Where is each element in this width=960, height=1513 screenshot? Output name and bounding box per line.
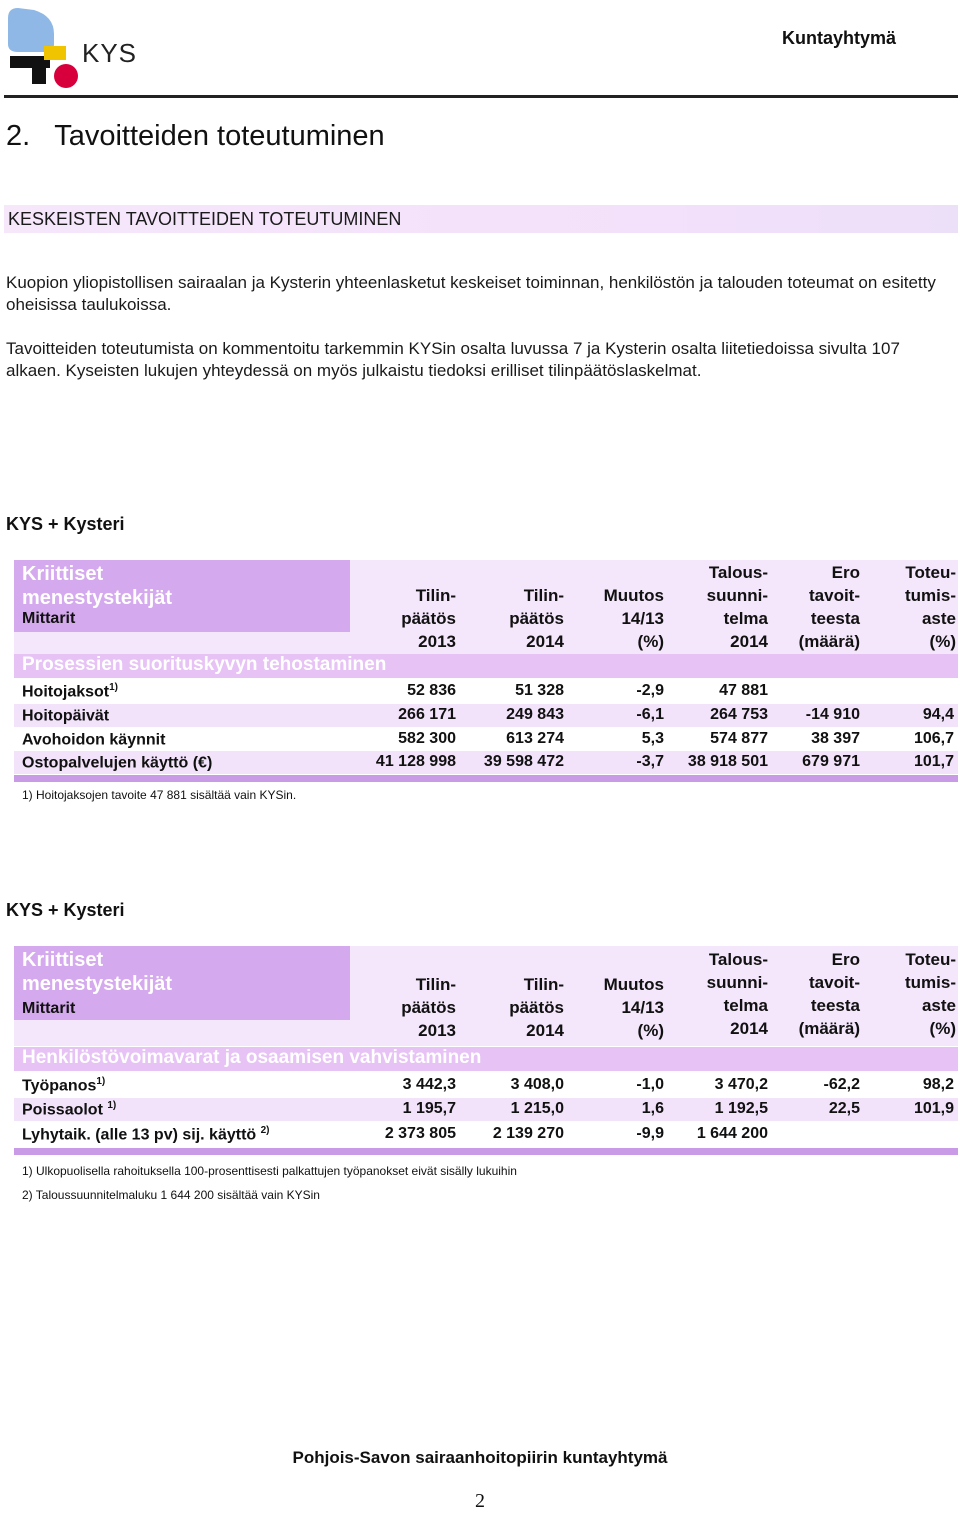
key-goals-heading: KESKEISTEN TAVOITTEIDEN TOTEUTUMINEN: [8, 209, 402, 229]
table1-header-line1: Kriittiset: [22, 563, 104, 585]
table1-band: [14, 654, 958, 678]
t2-col-taloussuunnitelma: Talous- suunni- telma 2014: [706, 950, 768, 1038]
table1-header-line3: Mittarit: [22, 610, 76, 627]
organization-name: Kuntayhtymä: [781, 28, 896, 48]
t1-col-tilinpaatos-2013: Tilin- päätös 2013: [401, 586, 456, 651]
t2-col-tilinpaatos-2013: Tilin- päätös 2013: [401, 975, 456, 1040]
footer-org: Pohjois-Savon sairaanhoitopiirin kuntayhtymä: [292, 1448, 668, 1467]
table2-band: [14, 1047, 958, 1071]
intro-paragraph-1: Kuopion yliopistollisen sairaalan ja Kysterin yhteenlasketut keskeiset toiminnan, henkilöstön ja talouden toteumat on esitetty oheisissa taulukoissa.: [6, 273, 936, 314]
section-title: [6, 120, 385, 153]
t2-col-ero: Ero tavoit- teesta (määrä): [798, 950, 860, 1038]
t1-col-taloussuunnitelma: Talous- suunni- telma 2014: [706, 563, 768, 651]
t1-col-tilinpaatos-2014: Tilin- päätös 2014: [509, 586, 564, 651]
section-title-text: Tavoitteiden toteutuminen: [54, 120, 385, 152]
section-number: 2.: [6, 120, 31, 152]
table2-header-box: [14, 946, 350, 1020]
table-row: Ostopalvelujen käyttö (€) 41 128 998 39 598 472 -3,7 38 918 501 679 971 101,7: [14, 751, 958, 774]
table2: [14, 946, 958, 1166]
table1-note-1: 1) Hoitojaksojen tavoite 47 881 sisältää vain KYSin.: [22, 788, 297, 802]
t2-col-muutos: Muutos 14/13 (%): [603, 975, 664, 1040]
table1-title: KYS + Kysteri: [6, 514, 125, 534]
table2-header-line2: menestystekijät: [22, 973, 173, 995]
table2-note-1: 1) Ulkopuolisella rahoituksella 100-prosenttisesti palkattujen työpanokset eivät sisälly lukuihin: [22, 1164, 517, 1178]
table1-header-line2: menestystekijät: [22, 587, 173, 609]
header-rule: [4, 95, 958, 98]
table-row: Työpanos$^{1)}$ 3 442,3 3 408,0 -1,0 3 470,2 -62,2 98,2: [22, 1076, 954, 1095]
table1-header-box: [14, 560, 350, 632]
table2-bottom-bar: [14, 1148, 958, 1155]
table1: [14, 560, 958, 800]
table-row: Hoitojaksot$^{1)}$ 52 836 51 328 -2,9 47 881: [22, 682, 768, 701]
table2-header-line1: Kriittiset: [22, 949, 104, 971]
t1-col-muutos: Muutos 14/13 (%): [603, 586, 664, 651]
key-goals-bar: [4, 205, 958, 233]
table2-note-2: 2) Taloussuunnitelmaluku 1 644 200 sisältää vain KYSin: [22, 1188, 320, 1202]
table1-bottom-bar: [14, 775, 958, 782]
logo-text: KYS: [82, 38, 138, 68]
t2-col-tilinpaatos-2014: Tilin- päätös 2014: [509, 975, 564, 1040]
t2-col-toteutumisaste: Toteu- tumis- aste (%): [905, 950, 956, 1038]
table2-band-text: Henkilöstövoimavarat ja osaamisen vahvistaminen: [22, 1047, 482, 1068]
page-number: 2: [475, 1490, 485, 1512]
t1-col-toteutumisaste: Toteu- tumis- aste (%): [905, 563, 956, 651]
table2-title: KYS + Kysteri: [6, 900, 125, 920]
table-row: Hoitopäivät 266 171 249 843 -6,1 264 753 -14 910 94,4: [14, 704, 958, 727]
t1-col-ero: Ero tavoit- teesta (määrä): [798, 563, 860, 651]
table2-header-line3: Mittarit: [22, 1000, 76, 1017]
table1-band-text: Prosessien suorituskyvyn tehostaminen: [22, 654, 387, 675]
table-row: Poissaolot $^{1)}$ 1 195,7 1 215,0 1,6 1 192,5 22,5 101,9: [14, 1098, 958, 1121]
table-row: Avohoidon käynnit 582 300 613 274 5,3 574 877 38 397 106,7: [22, 730, 954, 749]
intro-paragraph-2: Tavoitteiden toteutumista on kommentoitu tarkemmin KYSin osalta luvussa 7 ja Kysterin osalta liitetiedoissa sivulta 107 alkaen. Kyseisten lukujen yhteydessä on myös julkaistu tiedoksi erilliset tilinpäätöslaskelmat.: [6, 339, 900, 380]
table-row: Lyhytaik. (alle 13 pv) sij. käyttö $^{2)}$ 2 373 805 2 139 270 -9,9 1 644 200: [22, 1125, 768, 1144]
